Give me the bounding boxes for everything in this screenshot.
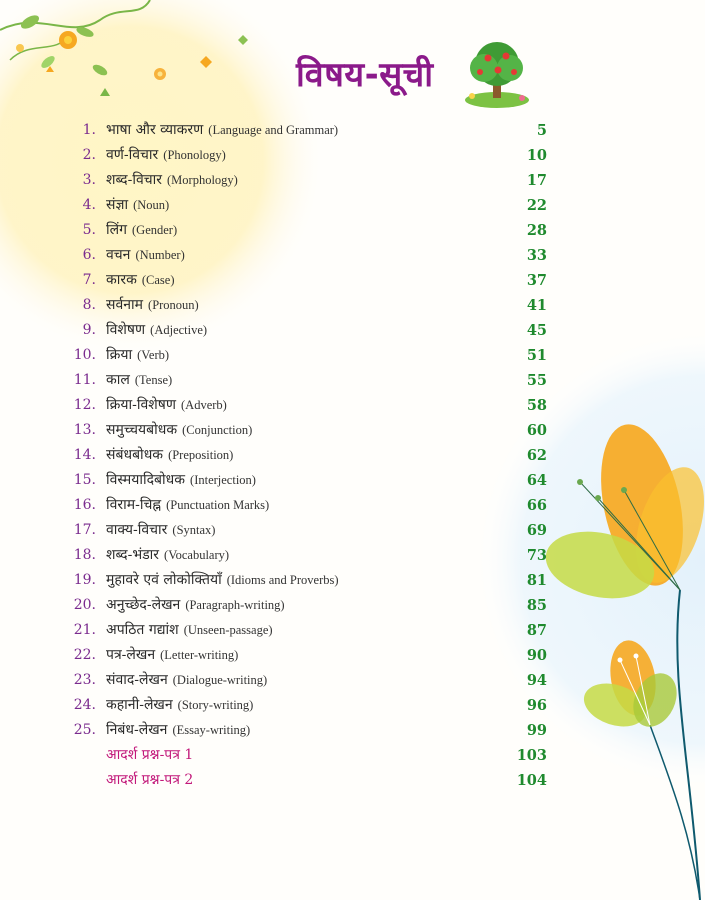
item-hindi: भाषा और व्याकरण — [106, 122, 204, 138]
item-hindi: समुच्चयबोधक — [106, 422, 178, 438]
item-page-number: 45 — [526, 322, 547, 339]
item-hindi: लिंग — [106, 222, 127, 238]
item-english: (Noun) — [133, 198, 170, 212]
item-english: (Letter-writing) — [160, 648, 239, 662]
item-english: (Interjection) — [190, 473, 256, 487]
item-number: 20. — [73, 597, 96, 613]
item-number: 13. — [73, 422, 96, 438]
item-hindi: संवाद-लेखन — [106, 672, 168, 688]
item-english: (Paragraph-writing) — [185, 598, 285, 612]
item-hindi: वर्ण-विचार — [106, 147, 159, 163]
item-hindi: वचन — [106, 247, 131, 263]
item-page-number: 99 — [526, 722, 547, 739]
item-english: (Gender) — [132, 223, 178, 237]
item-hindi: शब्द-विचार — [106, 172, 162, 188]
toc-item[interactable] — [60, 118, 550, 143]
item-page-number: 94 — [526, 672, 547, 689]
item-number: 19. — [73, 572, 96, 588]
toc-item[interactable] — [60, 468, 550, 493]
item-english: (Adverb) — [181, 398, 227, 412]
item-english: (Pronoun) — [148, 298, 199, 312]
item-english: (Language and Grammar) — [208, 123, 339, 137]
item-number: 16. — [73, 497, 96, 513]
item-page-number: 104 — [516, 772, 547, 789]
item-title — [106, 668, 267, 693]
item-title: आदर्श प्रश्न-पत्र 2 — [106, 772, 194, 788]
item-page-number: 41 — [526, 297, 547, 314]
item-page-number: 103 — [516, 747, 547, 764]
item-title — [106, 118, 338, 143]
item-title — [106, 368, 172, 393]
toc-item[interactable] — [60, 543, 550, 568]
item-page-number: 58 — [526, 397, 547, 414]
item-hindi: क्रिया — [106, 347, 133, 363]
item-hindi: पत्र-लेखन — [106, 647, 156, 663]
item-title — [106, 143, 226, 168]
toc-item[interactable] — [60, 393, 550, 418]
item-number: 9. — [82, 322, 96, 338]
item-page-number: 66 — [526, 497, 547, 514]
item-number: 4. — [82, 197, 96, 213]
item-title — [106, 643, 238, 668]
item-hindi: सर्वनाम — [106, 297, 144, 313]
item-number: 10. — [73, 347, 96, 363]
page-title: विषय-सूची — [296, 55, 434, 95]
item-english: (Dialogue-writing) — [172, 673, 268, 687]
toc-item[interactable] — [60, 443, 550, 468]
item-number: 14. — [73, 447, 96, 463]
toc-item[interactable] — [60, 218, 550, 243]
toc-item[interactable] — [60, 168, 550, 193]
item-english: (Tense) — [134, 373, 173, 387]
item-number: 3. — [82, 172, 96, 188]
item-number: 6. — [82, 247, 96, 263]
item-number: 7. — [82, 272, 96, 288]
item-hindi: विराम-चिह्न — [106, 497, 162, 513]
item-page-number: 37 — [526, 272, 547, 289]
item-title — [106, 243, 185, 268]
item-number: 17. — [73, 522, 96, 538]
item-page-number: 90 — [526, 647, 547, 664]
item-title — [106, 318, 207, 343]
toc-item[interactable] — [60, 693, 550, 718]
toc-item-model-paper-2[interactable] — [60, 768, 550, 793]
toc-item[interactable] — [60, 293, 550, 318]
item-title — [106, 193, 169, 218]
toc-item[interactable] — [60, 343, 550, 368]
item-page-number: 64 — [526, 472, 547, 489]
toc-item[interactable] — [60, 318, 550, 343]
item-number: 25. — [73, 722, 96, 738]
item-title — [106, 718, 250, 743]
item-title — [106, 168, 238, 193]
item-title — [106, 218, 177, 243]
item-page-number: 96 — [526, 697, 547, 714]
item-english: (Idioms and Proverbs) — [226, 573, 339, 587]
item-english: (Verb) — [137, 348, 170, 362]
item-title — [106, 393, 227, 418]
toc-item[interactable] — [60, 618, 550, 643]
item-title — [106, 618, 273, 643]
item-title — [106, 693, 253, 718]
item-hindi: कारक — [106, 272, 137, 288]
item-english: (Preposition) — [168, 448, 234, 462]
item-hindi: अनुच्छेद-लेखन — [106, 597, 181, 613]
item-hindi: अपठित गद्यांश — [106, 622, 179, 638]
item-english: (Case) — [141, 273, 175, 287]
item-number: 18. — [73, 547, 96, 563]
item-number: 23. — [73, 672, 96, 688]
item-page-number: 5 — [536, 122, 547, 139]
item-hindi: विस्मयादिबोधक — [106, 472, 186, 488]
item-page-number: 51 — [526, 347, 547, 364]
item-english: (Syntax) — [172, 523, 216, 537]
toc-item[interactable] — [60, 143, 550, 168]
item-hindi: संज्ञा — [106, 197, 129, 213]
toc-item-model-paper-1[interactable] — [60, 743, 550, 768]
item-number: 15. — [73, 472, 96, 488]
toc-item[interactable] — [60, 243, 550, 268]
item-number: 21. — [73, 622, 96, 638]
toc-item[interactable] — [60, 668, 550, 693]
item-title — [106, 518, 215, 543]
item-number: 22. — [73, 647, 96, 663]
item-english: (Conjunction) — [182, 423, 253, 437]
item-english: (Adjective) — [150, 323, 208, 337]
item-page-number: 55 — [526, 372, 547, 389]
item-hindi: निबंध-लेखन — [106, 722, 168, 738]
item-page-number: 62 — [526, 447, 547, 464]
item-title: आदर्श प्रश्न-पत्र 1 — [106, 747, 194, 763]
item-english: (Unseen-passage) — [183, 623, 273, 637]
toc-item[interactable] — [60, 518, 550, 543]
item-title — [106, 293, 199, 318]
toc-list — [60, 118, 550, 793]
item-number: 24. — [73, 697, 96, 713]
item-number: 11. — [73, 372, 96, 388]
item-number: 12. — [73, 397, 96, 413]
item-english: (Punctuation Marks) — [166, 498, 270, 512]
toc-item[interactable] — [60, 268, 550, 293]
toc-item[interactable] — [60, 193, 550, 218]
item-page-number: 22 — [526, 197, 547, 214]
item-title — [106, 593, 285, 618]
item-number: 2. — [82, 147, 96, 163]
toc-item[interactable] — [60, 368, 550, 393]
item-hindi: विशेषण — [106, 322, 146, 338]
toc-item[interactable] — [60, 418, 550, 443]
item-page-number: 87 — [526, 622, 547, 639]
item-page-number: 17 — [526, 172, 547, 189]
item-english: (Number) — [135, 248, 185, 262]
apple-tree-icon — [462, 38, 532, 108]
item-hindi: वाक्य-विचार — [106, 522, 168, 538]
item-page-number: 10 — [526, 147, 547, 164]
item-page-number: 60 — [526, 422, 547, 439]
item-number: 8. — [82, 297, 96, 313]
item-page-number: 81 — [526, 572, 547, 589]
item-title — [106, 493, 269, 518]
item-english: (Story-writing) — [177, 698, 254, 712]
item-english: (Morphology) — [167, 173, 238, 187]
item-title — [106, 443, 233, 468]
toc-item[interactable] — [60, 643, 550, 668]
item-page-number: 73 — [526, 547, 547, 564]
item-hindi: मुहावरे एवं लोकोक्तियाँ — [106, 572, 222, 588]
item-hindi: कहानी-लेखन — [106, 697, 173, 713]
item-page-number: 33 — [526, 247, 547, 264]
item-title — [106, 568, 339, 593]
item-page-number: 28 — [526, 222, 547, 239]
toc-item[interactable] — [60, 718, 550, 743]
item-title — [106, 468, 256, 493]
item-hindi: शब्द-भंडार — [106, 547, 160, 563]
toc-item[interactable] — [60, 568, 550, 593]
item-english: (Essay-writing) — [172, 723, 251, 737]
item-hindi: क्रिया-विशेषण — [106, 397, 176, 413]
item-english: (Vocabulary) — [164, 548, 230, 562]
item-hindi: संबंधबोधक — [106, 447, 164, 463]
item-title — [106, 418, 252, 443]
item-title — [106, 268, 174, 293]
item-number: 1. — [82, 122, 96, 138]
item-hindi: काल — [106, 372, 130, 388]
item-title — [106, 343, 169, 368]
item-page-number: 69 — [526, 522, 547, 539]
item-english: (Phonology) — [163, 148, 226, 162]
toc-item[interactable] — [60, 593, 550, 618]
item-title — [106, 543, 229, 568]
item-number: 5. — [82, 222, 96, 238]
toc-item[interactable] — [60, 493, 550, 518]
item-page-number: 85 — [526, 597, 547, 614]
